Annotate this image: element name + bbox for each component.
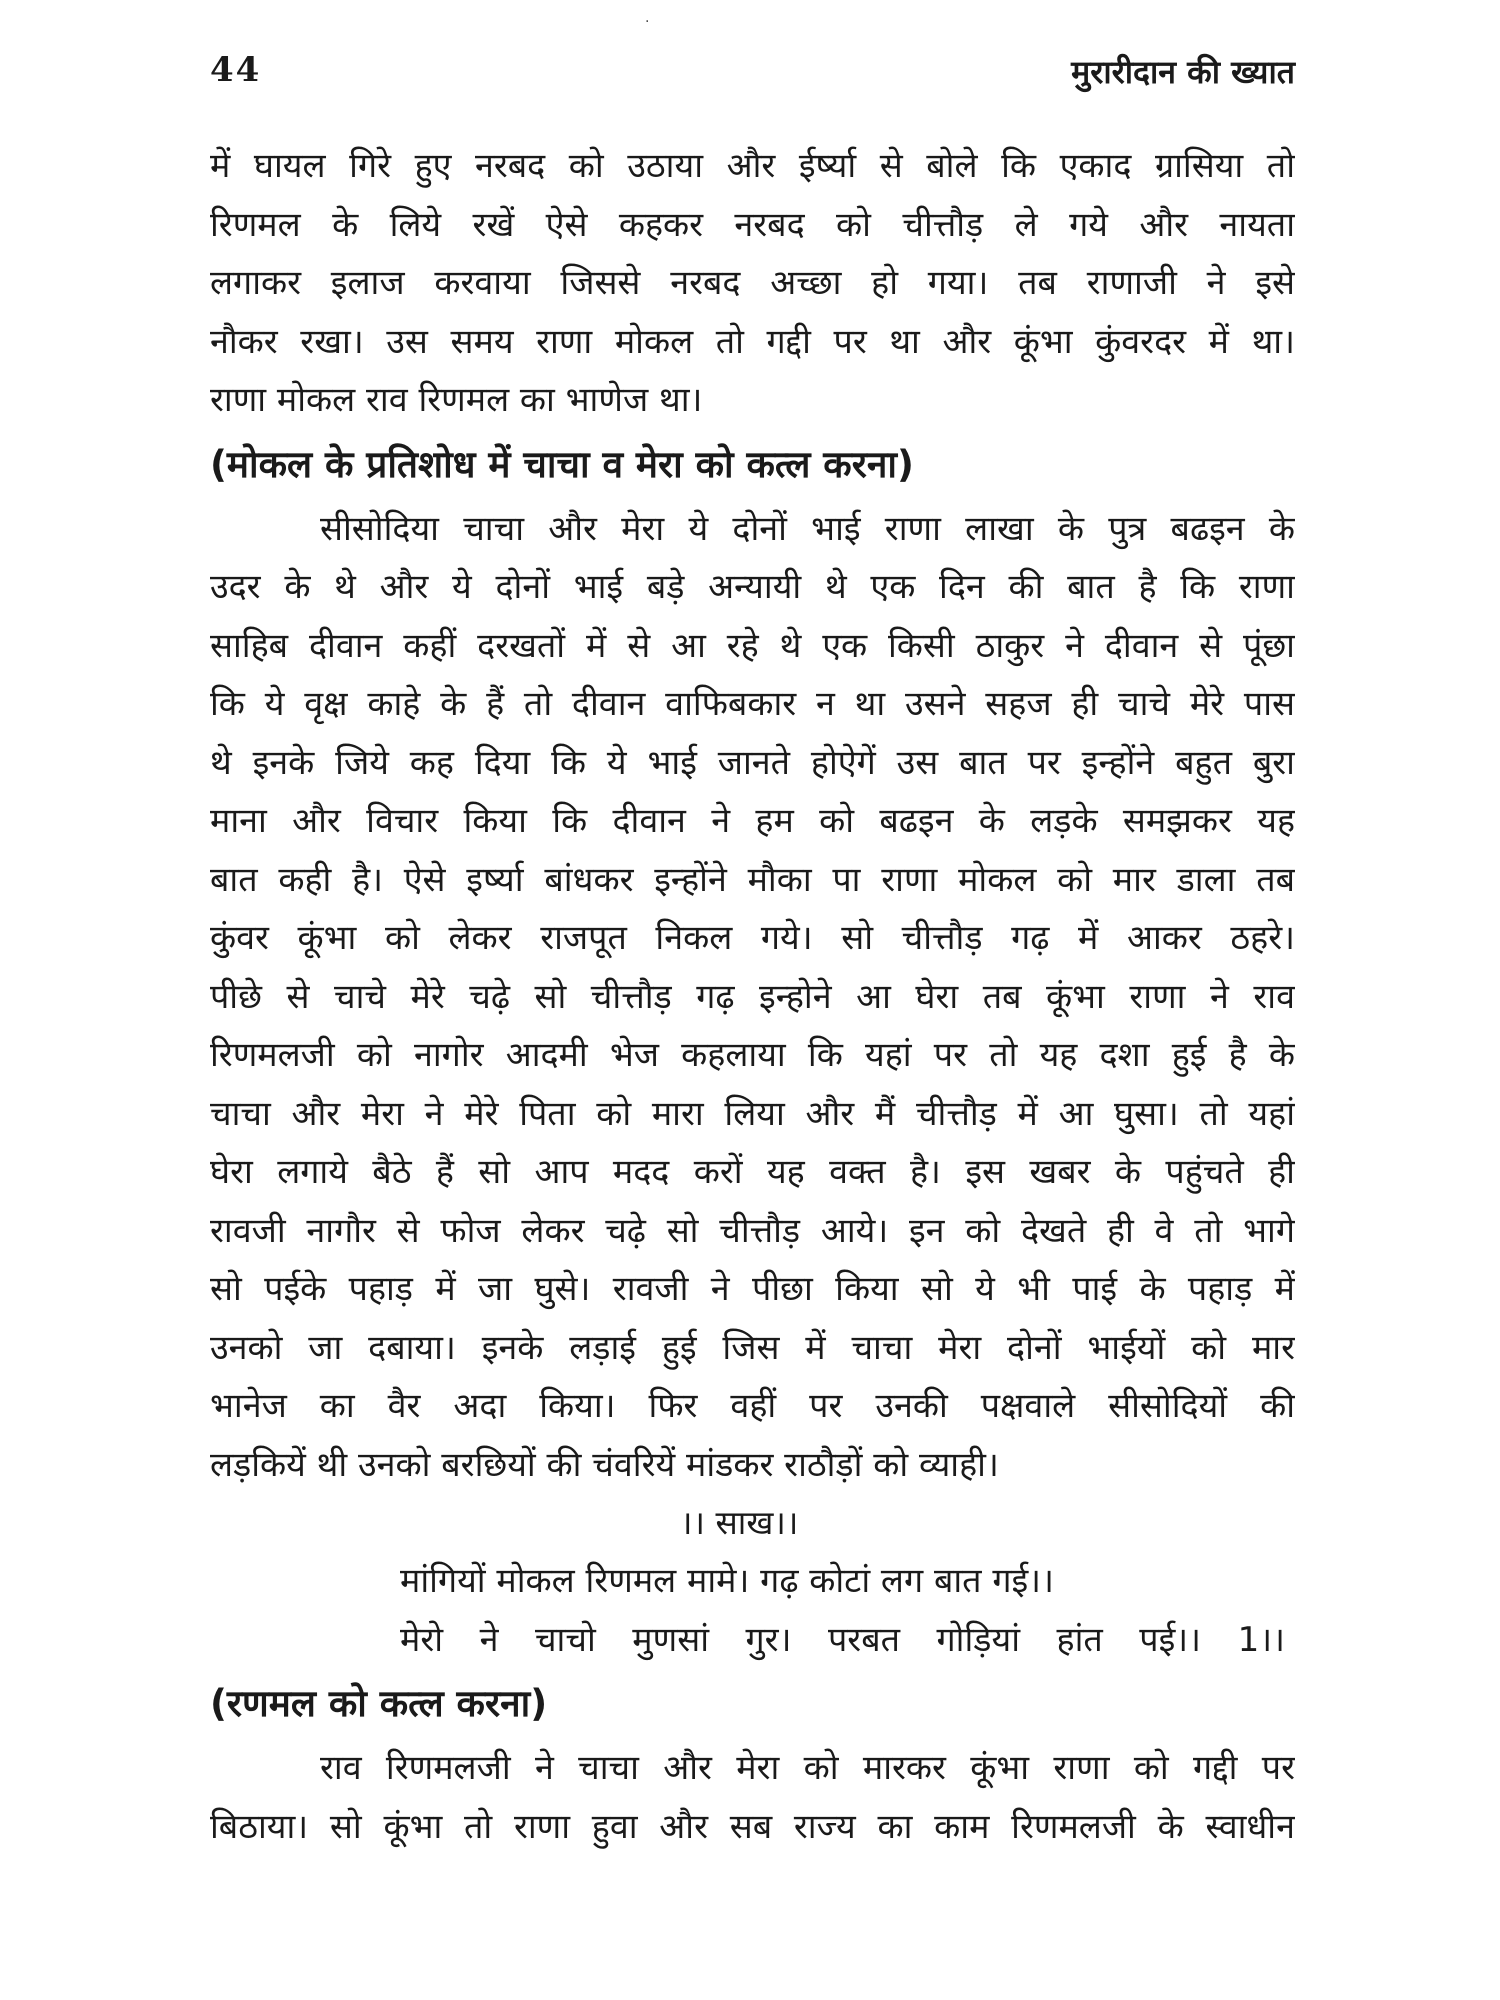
text-line: माना और विचार किया कि दीवान ने हम को बढइन के लड़के समझकर यह — [210, 801, 1295, 841]
text-line: में घायल गिरे हुए नरबद को उठाया और ईर्ष्या से बोले कि एकाद ग्रासिया तो — [210, 146, 1295, 186]
running-title: मुरारीदान की ख्यात — [1071, 53, 1295, 91]
text-line: राव रिणमलजी ने चाचा और मेरा को मारकर कूंभा राणा को गद्दी पर — [320, 1748, 1295, 1788]
text-line: कुंवर कूंभा को लेकर राजपूत निकल गये। सो चीत्तौड़ गढ़ में आकर ठहरे। — [210, 918, 1295, 958]
text-line: राणा मोकल राव रिणमल का भाणेज था। — [210, 380, 703, 420]
text-line: थे इनके जिये कह दिया कि ये भाई जानते होऐगें उस बात पर इन्होंने बहुत बुरा — [210, 742, 1295, 783]
text-line: बात कही है। ऐसे इर्ष्या बांधकर इन्होंने मौका पा राणा मोकल को मार डाला तब — [210, 859, 1295, 900]
verse-line: मेरो ने चाचो मुणसां गुर। परबत गोड़ियां हांत पई।। 1।। — [400, 1619, 1285, 1660]
text-line: सीसोदिया चाचा और मेरा ये दोनों भाई राणा लाखा के पुत्र बढइन के — [320, 508, 1295, 549]
text-line: लड़कियें थी उनको बरछियों की चंवरियें मांडकर राठौड़ों को व्याही। — [210, 1444, 999, 1485]
text-line: सो पईके पहाड़ में जा घुसे। रावजी ने पीछा किया सो ये भी पाई के पहाड़ में — [210, 1269, 1295, 1309]
section-heading: (रणमल को कत्ल करना) — [210, 1682, 548, 1725]
text-line: घेरा लगाये बैठे हैं सो आप मदद करों यह वक्त है। इस खबर के पहुंचते ही — [210, 1152, 1295, 1192]
body-text — [210, 137, 1295, 1856]
text-line: बिठाया। सो कूंभा तो राणा हुवा और सब राज्य का काम रिणमलजी के स्वाधीन — [210, 1806, 1295, 1847]
text-line: उदर के थे और ये दोनों भाई बड़े अन्यायी थे एक दिन की बात है कि राणा — [210, 567, 1295, 607]
text-line: लगाकर इलाज करवाया जिससे नरबद अच्छा हो गया। तब राणाजी ने इसे — [210, 263, 1295, 303]
text-line: नौकर रखा। उस समय राणा मोकल तो गद्दी पर था और कूंभा कुंवरदर में था। — [210, 321, 1295, 362]
text-line: पीछे से चाचे मेरे चढ़े सो चीत्तौड़ गढ़ इन्होने आ घेरा तब कूंभा राणा ने राव — [210, 976, 1295, 1017]
text-line: रावजी नागौर से फोज लेकर चढ़े सो चीत्तौड़ आये। इन को देखते ही वे तो भागे — [210, 1210, 1295, 1251]
text-line: साहिब दीवान कहीं दरखतों में से आ रहे थे एक किसी ठाकुर ने दीवान से पूंछा — [210, 625, 1295, 666]
text-line: रिणमलजी को नागोर आदमी भेज कहलाया कि यहां पर तो यह दशा हुई है के — [210, 1035, 1295, 1075]
page-number: 44 — [210, 50, 262, 90]
page-header — [210, 50, 1295, 100]
text-line: रिणमल के लिये रखें ऐसे कहकर नरबद को चीत्तौड़ ले गये और नायता — [210, 204, 1295, 245]
text-line: उनको जा दबाया। इनके लड़ाई हुई जिस में चाचा मेरा दोनों भाईयों को मार — [210, 1327, 1295, 1368]
text-line: कि ये वृक्ष काहे के हैं तो दीवान वाफिबकार न था उसने सहज ही चाचे मेरे पास — [210, 684, 1295, 724]
top-mark: · — [645, 14, 650, 30]
text-line: भानेज का वैर अदा किया। फिर वहीं पर उनकी पक्षवाले सीसोदियों की — [210, 1386, 1295, 1426]
verse-title: ।। साख।। — [680, 1503, 799, 1542]
verse-line: मांगियों मोकल रिणमल मामे। गढ़ कोटां लग बात गई।। — [400, 1561, 1054, 1601]
text-line: चाचा और मेरा ने मेरे पिता को मारा लिया और मैं चीत्तौड़ में आ घुसा। तो यहां — [210, 1093, 1295, 1134]
section-heading: (मोकल के प्रतिशोध में चाचा व मेरा को कत्ल करना) — [210, 442, 914, 486]
